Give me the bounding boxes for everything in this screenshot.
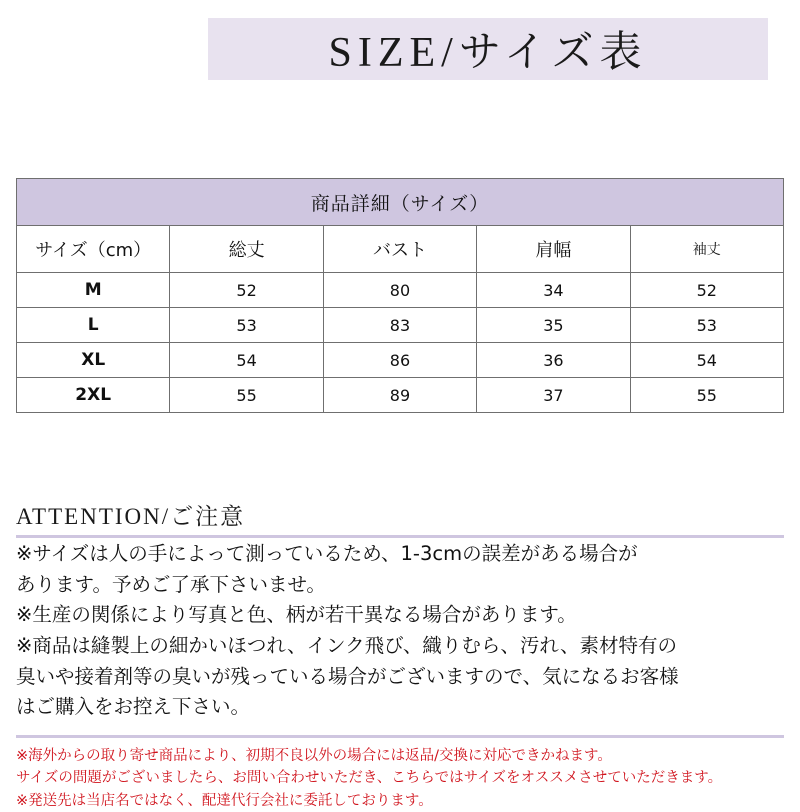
attention-line: ※サイズは人の手によって測っているため、1-3cmの誤差がある場合が: [16, 542, 638, 565]
cell-shoulder: 35: [477, 308, 630, 343]
cell-sleeve: 53: [630, 308, 783, 343]
notice-line: ※発送先は当店名ではなく、配達代行会社に委託しております。: [16, 792, 433, 809]
attention-line: はご購入をお控え下さい。: [16, 695, 251, 719]
cell-sleeve: 55: [630, 378, 783, 413]
table-column-header-row: [17, 226, 784, 273]
notice-line: ※海外からの取り寄せ商品により、初期不良以外の場合には返品/交換に対応できかねます。: [16, 748, 612, 764]
table-row: [17, 308, 784, 343]
attention-header: [16, 498, 784, 538]
attention-title: ATTENTION/ご注意: [16, 504, 246, 529]
cell-size: XL: [17, 343, 170, 378]
notice-divider: [16, 735, 784, 738]
attention-divider: [16, 535, 784, 538]
cell-length: 55: [170, 378, 323, 413]
page-title: SIZE/サイズ表: [328, 30, 648, 76]
cell-bust: 86: [323, 343, 476, 378]
notice-line: サイズの問題がございましたら、お問い合わせいただき、こちらではサイズをオススメさせていただきます。: [16, 770, 723, 787]
table-row: [17, 343, 784, 378]
notice-text: [16, 745, 788, 812]
cell-sleeve: 52: [630, 273, 783, 308]
cell-shoulder: 37: [477, 378, 630, 413]
title-banner: [208, 18, 768, 80]
column-header-shoulder: 肩幅: [477, 226, 630, 273]
table-row: [17, 273, 784, 308]
size-table: [16, 178, 784, 413]
attention-line: ※商品は縫製上の細かいほつれ、インク飛び、織りむら、汚れ、素材特有の: [16, 633, 678, 657]
table-caption-row: [17, 179, 784, 226]
cell-size: L: [17, 308, 170, 343]
cell-shoulder: 34: [477, 273, 630, 308]
cell-size: 2XL: [17, 378, 170, 413]
attention-text: [16, 540, 784, 724]
cell-sleeve: 54: [630, 343, 783, 378]
attention-line: あります。予めご了承下さいませ。: [16, 572, 326, 596]
size-table-container: [16, 178, 784, 413]
attention-line: ※生産の関係により写真と色、柄が若干異なる場合があります。: [16, 603, 577, 627]
column-header-length: 総丈: [170, 226, 323, 273]
attention-line: 臭いや接着剤等の臭いが残っている場合がございますので、気になるお客様: [16, 664, 679, 688]
cell-length: 53: [170, 308, 323, 343]
column-header-bust: バスト: [323, 226, 476, 273]
table-caption: 商品詳細（サイズ）: [17, 179, 784, 226]
cell-length: 54: [170, 343, 323, 378]
column-header-sleeve: 袖丈: [630, 226, 783, 273]
cell-bust: 83: [323, 308, 476, 343]
cell-shoulder: 36: [477, 343, 630, 378]
table-row: [17, 378, 784, 413]
column-header-size: サイズ（cm）: [17, 226, 170, 273]
cell-bust: 89: [323, 378, 476, 413]
cell-bust: 80: [323, 273, 476, 308]
cell-length: 52: [170, 273, 323, 308]
cell-size: M: [17, 273, 170, 308]
